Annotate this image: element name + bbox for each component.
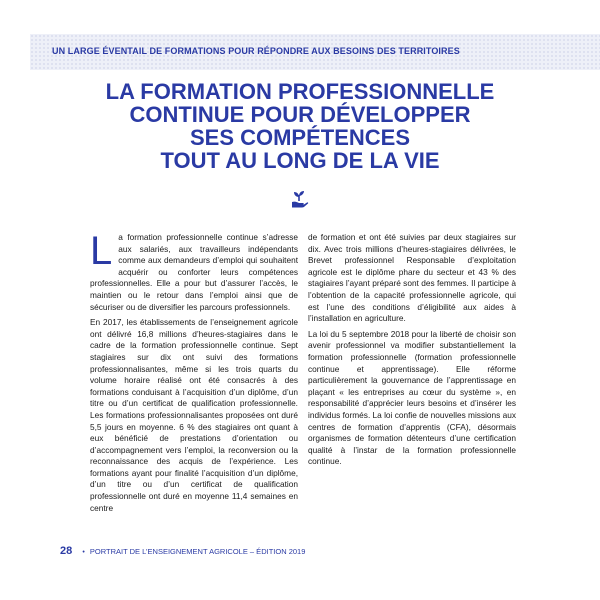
body-column-left: [90, 229, 298, 518]
paragraph-1: [90, 229, 298, 313]
paragraph-2: En 2017, les établissements de l’enseignement agricole ont délivré 16,8 millions d’heures-stagiaires dans le cadre de la formation professionnelle continue. Sept stagiaires sur dix ont suivi des formations professionnalisantes, même si les trois quarts du volume horaire réalisé ont été consacrés à des formations conduisant à l’acquisition d’un diplôme, d’un titre ou d’un certificat de qualification professionnelle. Les formations professionnalisantes proposées ont duré 5,5 jours en moyenne. 6 % des stagiaires ont quant à eux bénéficié de prestations d’orientation ou d’accompagnement vers l’emploi, la reconversion ou la reconnaissance des acquis de l’expérience. Les formations ayant pour finalité l’acquisition d’un diplôme, d’un titre ou d’un certificat de qualification professionnelle ont duré en moyenne 11,4 semaines en centre: [90, 317, 298, 513]
publication-title: PORTRAIT DE L’ENSEIGNEMENT AGRICOLE – ÉDITION 2019: [89, 547, 306, 556]
title-line-1: LA FORMATION PROFESSIONNELLE: [105, 79, 495, 104]
paragraph-4: La loi du 5 septembre 2018 pour la liberté de choisir son avenir professionnel va modifier substantiellement la formation professionnelle (formation professionnelle continue et apprentissage). Elle réforme particulièrement la gouvernance de l’apprentissage en plaçant « les entreprises au cœur du système », en responsabilité d’apprécier leurs besoins et d’insérer les individus formés. La loi confie de nouvelles missions aux centres de formation d’apprentis (CFA), désormais organismes de formation détenteurs d’une certification qualité à l’instar de la formation professionnelle continue.: [308, 328, 516, 467]
page-footer: [60, 545, 305, 557]
page-number: 28: [60, 545, 73, 557]
title-line-4: TOUT AU LONG DE LA VIE: [160, 148, 440, 173]
paragraph-3: de formation et ont été suivies par deux stagiaires sur dix. Avec trois millions d’heures-stagiaires délivrées, le Brevet professionnel Responsable d’exploitation agricole est le diplôme phare du secteur et 43 % des stagiaires l’ayant préparé sont des femmes. Il participe à l’obtention de la capacité professionnelle agricole, qui est l’une des conditions d’éligibilité aux aides à l’installation en agriculture.: [308, 232, 516, 324]
drop-cap: L: [90, 229, 113, 273]
title-line-2: CONTINUE POUR DÉVELOPPER: [129, 102, 471, 127]
plant-in-hand-icon: [289, 189, 309, 209]
page-title: [100, 80, 500, 172]
footer-bullet: •: [82, 549, 85, 556]
paragraph-1-text: a formation professionnelle continue s’adresse aux salariés, aux travailleurs indépendants comme aux demandeurs d’emploi qui souhaitent acquérir ou conforter leurs compétences professionnelles. Elle a pour but d’assurer l’accès, le maintien ou le retour dans l’emploi ainsi que de sécuriser ou de diversifier les parcours professionnels.: [90, 232, 298, 312]
title-line-3: SES COMPÉTENCES: [189, 125, 411, 150]
body-column-right: [308, 232, 516, 472]
section-header-title: UN LARGE ÉVENTAIL DE FORMATIONS POUR RÉPONDRE AUX BESOINS DES TERRITOIRES: [52, 46, 460, 56]
